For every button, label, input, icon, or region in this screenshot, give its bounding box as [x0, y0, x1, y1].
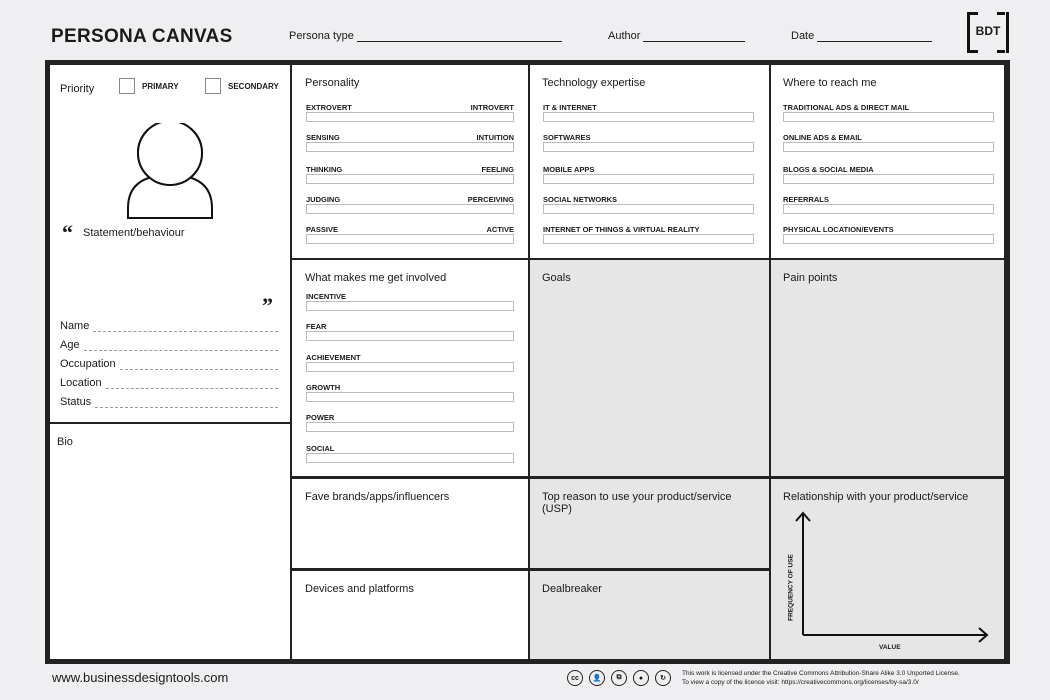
technology-item[interactable]: SOFTWARES	[543, 133, 754, 158]
technology-item[interactable]: MOBILE APPS	[543, 165, 754, 190]
personality-scale[interactable]: THINKING FEELING	[306, 165, 514, 190]
pain-points-title: Pain points	[783, 272, 838, 284]
status-field[interactable]: Status	[60, 396, 278, 408]
reach-item[interactable]: PHYSICAL LOCATION/EVENTS	[783, 225, 994, 250]
page-title: PERSONA CANVAS	[51, 26, 233, 47]
reach-title: Where to reach me	[783, 77, 877, 89]
share-alike-icon: ↻	[655, 670, 671, 686]
goals-cell[interactable]	[530, 260, 769, 476]
copy-icon: ⧉	[611, 670, 627, 686]
technology-item[interactable]: SOCIAL NETWORKS	[543, 195, 754, 220]
brands-title: Fave brands/apps/influencers	[305, 491, 450, 503]
devices-cell[interactable]	[292, 571, 528, 659]
personality-scale[interactable]: JUDGING PERCEIVING	[306, 195, 514, 220]
occupation-field[interactable]: Occupation	[60, 358, 278, 370]
reach-item[interactable]: TRADITIONAL ADS & DIRECT MAIL	[783, 103, 994, 128]
involved-item[interactable]: INCENTIVE	[306, 292, 514, 317]
cc-icon: cc	[567, 670, 583, 686]
reach-item[interactable]: BLOGS & SOCIAL MEDIA	[783, 165, 994, 190]
reach-item[interactable]: REFERRALS	[783, 195, 994, 220]
profile-cell	[50, 65, 290, 422]
author-field[interactable]	[608, 30, 745, 42]
dealbreaker-title: Dealbreaker	[542, 583, 602, 595]
involved-item[interactable]: ACHIEVEMENT	[306, 353, 514, 378]
bdt-logo: BDT	[967, 12, 1009, 53]
personality-title: Personality	[305, 77, 360, 89]
footer-url[interactable]: www.businessdesigntools.com	[52, 670, 229, 685]
technology-item[interactable]: IT & INTERNET	[543, 103, 754, 128]
relationship-title: Relationship with your product/service	[783, 491, 969, 503]
personality-cell	[292, 65, 528, 258]
secondary-label: SECONDARY	[228, 82, 279, 91]
reach-cell	[771, 65, 1004, 258]
devices-title: Devices and platforms	[305, 583, 414, 595]
primary-label: PRIMARY	[142, 82, 179, 91]
secondary-checkbox[interactable]	[205, 78, 221, 94]
y-axis-label: FREQUENCY OF USE	[787, 554, 795, 621]
avatar-icon	[122, 123, 218, 219]
persona-type-label: Persona type	[289, 30, 354, 42]
technology-cell	[530, 65, 769, 258]
bio-cell[interactable]	[50, 424, 290, 659]
canvas-frame	[45, 60, 1010, 664]
name-field[interactable]: Name	[60, 320, 278, 332]
bio-title: Bio	[57, 436, 73, 448]
attribution-icon: 👤	[589, 670, 605, 686]
primary-checkbox[interactable]	[119, 78, 135, 94]
remix-icon: ●	[633, 670, 649, 686]
statement-label: Statement/behaviour	[83, 227, 185, 239]
involved-item[interactable]: SOCIAL	[306, 444, 514, 469]
cc-license-icons	[567, 670, 671, 686]
open-quote: “	[62, 220, 73, 245]
license-text: This work is licensed under the Creative Commons Attribution-Share Alike 3.0 Unported License. To view a copy of the licence visit: https://creativecommons.org/licenses/by-sa/3.0/	[682, 670, 960, 686]
usp-title: Top reason to use your product/service (USP)	[542, 491, 732, 515]
personality-scale[interactable]: EXTROVERT INTROVERT	[306, 103, 514, 128]
x-axis-label: VALUE	[879, 644, 901, 651]
author-label: Author	[608, 30, 641, 42]
involved-item[interactable]: FEAR	[306, 322, 514, 347]
age-field[interactable]: Age	[60, 339, 278, 351]
involved-item[interactable]: GROWTH	[306, 383, 514, 408]
personality-scale[interactable]: PASSIVE ACTIVE	[306, 225, 514, 250]
technology-item[interactable]: INTERNET OF THINGS & VIRTUAL REALITY	[543, 225, 754, 250]
pain-points-cell[interactable]	[771, 260, 1004, 476]
priority-label: Priority	[60, 83, 95, 95]
date-field[interactable]	[791, 30, 932, 42]
relationship-cell[interactable]	[771, 479, 1004, 659]
close-quote: ”	[262, 293, 273, 318]
date-label: Date	[791, 30, 815, 42]
usp-cell[interactable]	[530, 479, 769, 568]
technology-title: Technology expertise	[542, 77, 646, 89]
involved-item[interactable]: POWER	[306, 413, 514, 438]
location-field[interactable]: Location	[60, 377, 278, 389]
persona-type-field[interactable]	[289, 30, 562, 42]
involved-cell	[292, 260, 528, 476]
relationship-axes	[791, 509, 991, 649]
involved-title: What makes me get involved	[305, 272, 447, 284]
reach-item[interactable]: ONLINE ADS & EMAIL	[783, 133, 994, 158]
personality-scale[interactable]: SENSING INTUITION	[306, 133, 514, 158]
goals-title: Goals	[542, 272, 571, 284]
dealbreaker-cell[interactable]	[530, 571, 769, 659]
brands-cell[interactable]	[292, 479, 528, 568]
